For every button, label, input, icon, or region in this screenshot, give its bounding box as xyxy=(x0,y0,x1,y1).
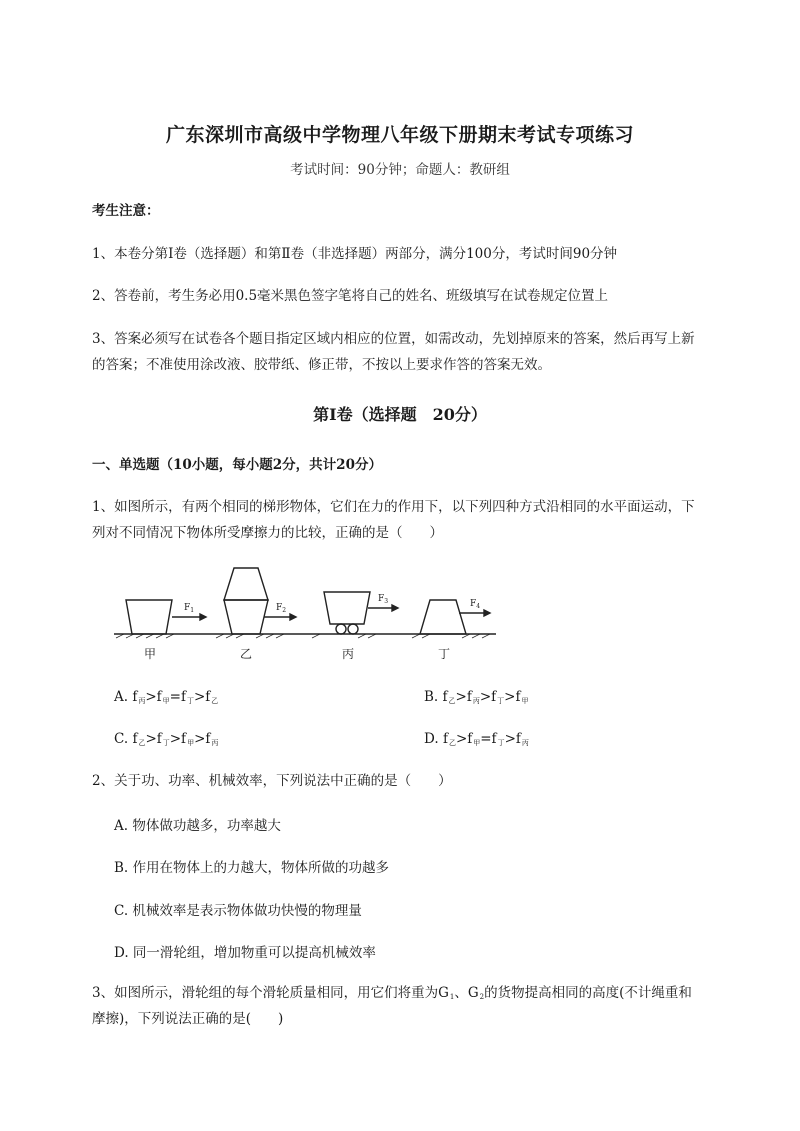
trapezoid-jia xyxy=(126,600,172,634)
notice-heading: 考生注意： xyxy=(92,203,160,219)
q1-figure xyxy=(112,560,496,670)
force-label-3: $F_3$ xyxy=(378,594,389,605)
trapezoid-yi-bottom xyxy=(224,600,268,634)
notice-item-3-cont: 的答案；不准使用涂改液、胶带纸、修正带，不按以上要求作答的答案无效。 xyxy=(92,357,551,373)
roller-right xyxy=(348,624,358,634)
q1-option-d[interactable]: D. $f_乙>f_甲=f_丁>f_丙$ xyxy=(424,731,529,747)
figure-label-ding: 丁 xyxy=(437,647,451,661)
q3-stem-line1: 3、如图所示，滑轮组的每个滑轮质量相同，用它们将重为$G_1$、$G_2$的货物提高相同的高度(不计绳重和 xyxy=(92,985,692,1001)
q3-stem-line2: 摩擦)，下列说法正确的是( ) xyxy=(92,1011,284,1027)
exam-info: 考试时间：90分钟；命题人：教研组 xyxy=(290,162,510,178)
figure-label-bing: 丙 xyxy=(341,647,355,661)
section-title: 第I卷（选择题 20分） xyxy=(313,405,487,424)
notice-item-3: 3、答案必须写在试卷各个题目指定区域内相应的位置，如需改动，先划掉原来的答案，然后再写上新 xyxy=(92,331,695,347)
page-title: 广东深圳市高级中学物理八年级下册期末考试专项练习 xyxy=(165,124,634,146)
force-label-4: $F_4$ xyxy=(470,599,481,610)
q1-option-b[interactable]: B. $f_乙>f_丙>f_丁>f_甲$ xyxy=(424,689,529,705)
trapezoid-bing xyxy=(324,592,370,624)
notice-item-2: 2、答卷前，考生务必用0.5毫米黑色签字笔将自己的姓名、班级填写在试卷规定位置上 xyxy=(92,288,609,304)
roller-left xyxy=(336,624,346,634)
q1-stem-line1: 1、如图所示，有两个相同的梯形物体，它们在力的作用下，以下列四种方式沿相同的水平面运动，下 xyxy=(92,499,695,515)
notice-item-1: 1、本卷分第I卷（选择题）和第Ⅱ卷（非选择题）两部分，满分100分，考试时间90分钟 xyxy=(92,246,618,262)
part-heading: 一、单选题（10小题，每小题2分，共计20分） xyxy=(92,457,382,473)
trapezoid-ding xyxy=(420,600,466,634)
q1-option-a[interactable]: A. $f_丙>f_甲=f_丁>f_乙$ xyxy=(114,689,219,705)
force-label-2: $F_2$ xyxy=(276,603,287,614)
q2-option-a[interactable]: A. 物体做功越多，功率越大 xyxy=(114,818,281,834)
q2-stem: 2、关于功、功率、机械效率，下列说法中正确的是（ ） xyxy=(92,773,452,789)
q1-stem-line2: 列对不同情况下物体所受摩擦力的比较，正确的是（ ） xyxy=(92,525,443,541)
q2-option-c[interactable]: C. 机械效率是表示物体做功快慢的物理量 xyxy=(114,903,362,919)
figure-label-jia: 甲 xyxy=(143,647,157,661)
q2-option-d[interactable]: D. 同一滑轮组，增加物重可以提高机械效率 xyxy=(114,945,376,961)
force-label-1: $F_1$ xyxy=(184,603,195,614)
q1-option-c[interactable]: C. $f_乙>f_丁>f_甲>f_丙$ xyxy=(114,731,219,747)
figure-label-yi: 乙 xyxy=(239,647,253,661)
q2-option-b[interactable]: B. 作用在物体上的力越大，物体所做的功越多 xyxy=(114,860,390,876)
trapezoid-yi-top xyxy=(224,568,268,600)
